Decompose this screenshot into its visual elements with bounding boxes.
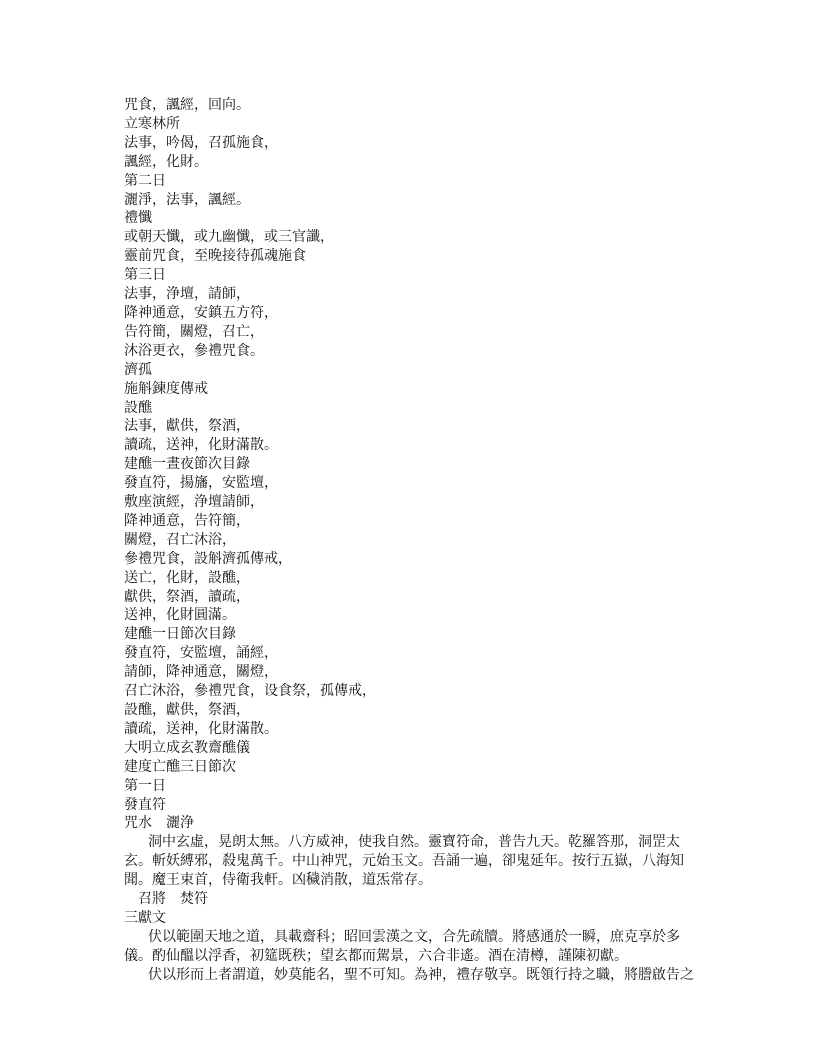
text-line: 法事，吟偈，召孤施食， [124,134,278,151]
text-line: 敷座演經，浄壇請師， [124,494,264,511]
text-line: 獻供，祭酒，讀疏， [124,588,250,605]
text-line: 送神，化財圓滿。 [124,607,236,624]
text-line: 咒水 灑浄 [124,815,194,832]
text-line: 灑淨，法事，諷經。 [124,191,250,208]
text-line: 設醮 [124,399,152,416]
text-line: 關燈，召亡沐浴， [124,531,236,548]
text-line: 濟孤 [124,361,152,378]
text-line: 施斛鍊度傳戒 [124,380,208,397]
text-line: 發直符，揚旛，安監壇， [124,475,278,492]
text-line: 告符簡，關燈，召亡， [124,323,264,340]
text-line: 立寒林所 [124,115,180,132]
text-line: 第二日 [124,172,166,189]
text-line: 參禮咒食，設斛濟孤傳戒， [124,550,292,567]
text-line: 沐浴更衣，參禮咒食。 [124,342,264,359]
text-line: 召將 焚符 [124,891,208,908]
text-line: 咒食，諷經，回向。 [124,97,250,113]
text-line: 諷經，化財。 [124,153,208,170]
text-line: 召亡沐浴，參禮咒食，设食祭，孤傳戒， [124,683,376,700]
text-line: 發直符，安監壇，誦經， [124,645,278,662]
text-line: 靈前咒食，至晚接待孤魂施食 [124,248,306,265]
text-line: 三獻文 [124,909,166,926]
text-line: 請師，降神通意，關燈， [124,664,278,681]
text-line: 或朝天懺，或九幽懺，或三官讖， [124,229,334,246]
text-paragraph: 伏以形而上者謂道，妙莫能名，聖不可知。為神，禮存敬享。既領行持之職，將謄啟告之 [148,966,694,983]
text-line: 禮懺 [124,210,152,227]
text-line: 第一日 [124,777,166,794]
text-paragraph: 伏以範圍天地之道，具載齋科；昭回雲漢之文，合先疏牘。將感通於一瞬，庶克享於多儀。酌仙醞以浮香，初筵既秩；望玄都而駕景，六合非遙。酒在清樽，謹陳初獻。 [124,928,680,964]
text-line: 法事，浄壇，請師， [124,286,250,303]
text-line: 建醮一晝夜節次目錄 [124,456,250,473]
text-line: 大明立成玄教齋醮儀 [124,739,250,756]
text-line: 設醮，獻供，祭酒， [124,702,250,718]
text-paragraph: 洞中玄虛，晃朗太無。八方威神，使我自然。靈寶符命，普告九天。乾羅答那，洞罡太玄。斬妖縛邪，殺鬼萬千。中山神咒，元始玉文。吾誦一遍，卻鬼延年。按行五嶽，八海知聞。魔王束首，侍衛我軒。凶穢消散，道炁常存。 [124,834,684,889]
text-line: 法事，獻供，祭酒， [124,418,250,435]
text-line: 建度亡醮三日節次 [124,758,236,775]
document-body [124,96,704,985]
text-line: 讀疏，送神，化財滿散。 [124,720,278,737]
text-line: 降神通意，安鎮五方符， [124,304,278,321]
text-line: 發直符 [124,796,166,813]
text-line: 降神通意，告符簡， [124,512,250,529]
text-line: 建醮一日節次目錄 [124,626,236,643]
text-line: 讀疏，送神，化財滿散。 [124,437,278,454]
text-line: 送亡，化財，設醮， [124,569,250,586]
text-line: 第三日 [124,267,166,284]
